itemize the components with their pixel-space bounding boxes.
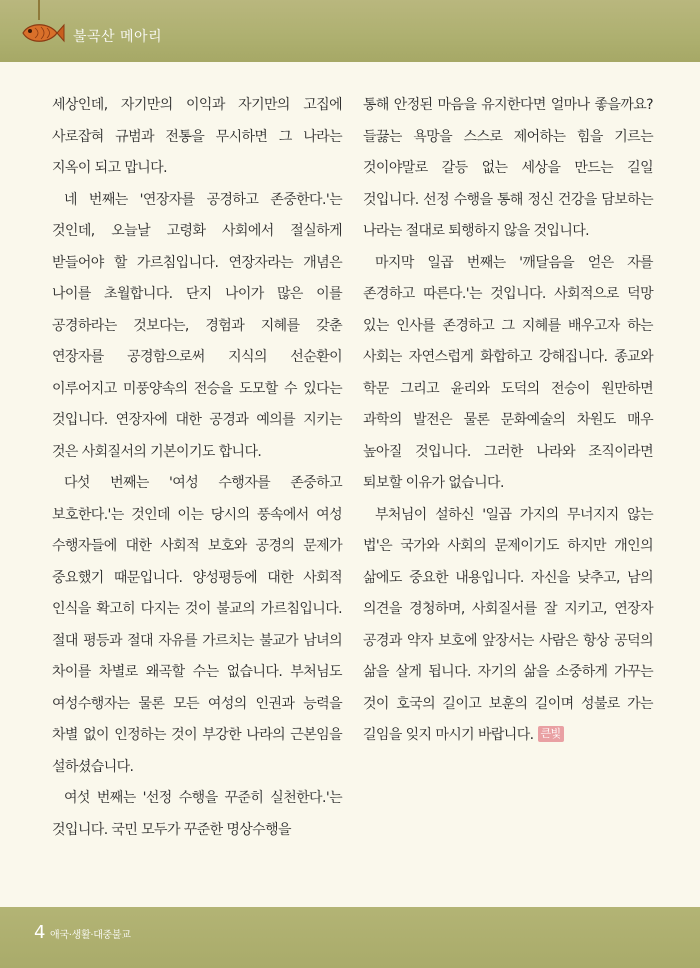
fish-string — [38, 0, 40, 20]
left-column — [52, 90, 342, 846]
fish-icon — [17, 19, 65, 47]
last-paragraph — [363, 500, 653, 752]
footer-label: 애국·생활·대중불교 — [50, 930, 131, 941]
paragraph: 네 번째는 '연장자를 공경하고 존중한다.'는 것인데, 오늘날 고령화 사회에서 절실하게 받들어야 할 가르침입니다. 연장자라는 개념은 나이를 초월합니다. 단지 나이가 많은 이를 공경하라는 것보다는, 경험과 지혜를 갖춘 연장자를 공경함으로써 지식의 선순환이 이루어지고 미풍양속의 전승을 도모할 수 있다는 것입니다. 연장자에 대한 공경과 예의를 지키는 것은 사회질서의 기본이기도 합니다. — [52, 191, 342, 460]
paragraph: 통해 안정된 마음을 유지한다면 얼마나 좋을까요? 들끓는 욕망을 스스로 제어하는 힘을 기르는 것이야말로 갈등 없는 세상을 만드는 길일 것입니다. 선정 수행을 통해 정신 건강을 담보하는 나라는 절대로 퇴행하지 않을 것입니다. — [363, 97, 653, 239]
paragraph: 마지막 일곱 번째는 '깨달음을 얻은 자를 존경하고 따른다.'는 것입니다. 사회적으로 덕망 있는 인사를 존경하고 그 지혜를 배우고자 하는 사회는 자연스럽게 화합하고 강해집니다. 종교와 학문 그리고 윤리와 도덕의 전승이 원만하면 과학의 발전은 물론 문화예술의 차원도 매우 높아질 것입니다. 그러한 나라와 조직이라면 퇴보할 이유가 없습니다. — [363, 254, 653, 491]
paragraph: 여섯 번째는 '선정 수행을 꾸준히 실천한다.'는 것입니다. 국민 모두가 꾸준한 명상수행을 — [52, 790, 342, 838]
right-column — [363, 90, 653, 752]
paragraph: 세상인데, 자기만의 이익과 자기만의 고집에 사로잡혀 규범과 전통을 무시하면 그 나라는 지옥이 되고 맙니다. — [52, 97, 342, 176]
paragraph: 다섯 번째는 '여성 수행자를 존중하고 보호한다.'는 것인데 이는 당시의 풍속에서 여성 수행자들에 대한 사회적 보호와 공경의 문제가 중요했기 때문입니다. 양성평등에 대한 사회적 인식을 확고히 다지는 것이 불교의 가르침입니다. 절대 평등과 절대 자유를 가르치는 불교가 남녀의 차이를 차별로 왜곡할 수는 없습니다. 부처님도 여성수행자는 물론 모든 여성의 인권과 능력을 차별 없이 인정하는 것이 부강한 나라의 근본임을 설하셨습니다. — [52, 475, 342, 775]
page-number: 4 — [34, 922, 46, 943]
end-mark: 큰빛 — [538, 726, 564, 742]
paragraph-text: 부처님이 설하신 '일곱 가지의 무너지지 않는 법'은 국가와 사회의 문제이기도 하지만 개인의 삶에도 중요한 내용입니다. 자신을 낮추고, 남의 의견을 경청하며, 사회질서를 잘 지키고, 연장자 공경과 약자 보호에 앞장서는 사람은 항상 공덕의 삶을 살게 됩니다. 자기의 삶을 소중하게 가꾸는 것이 호국의 길이고 보훈의 길이며 성불로 가는 길임을 잊지 마시기 바랍니다. — [363, 506, 653, 743]
section-title: 불곡산 메아리 — [73, 29, 163, 45]
